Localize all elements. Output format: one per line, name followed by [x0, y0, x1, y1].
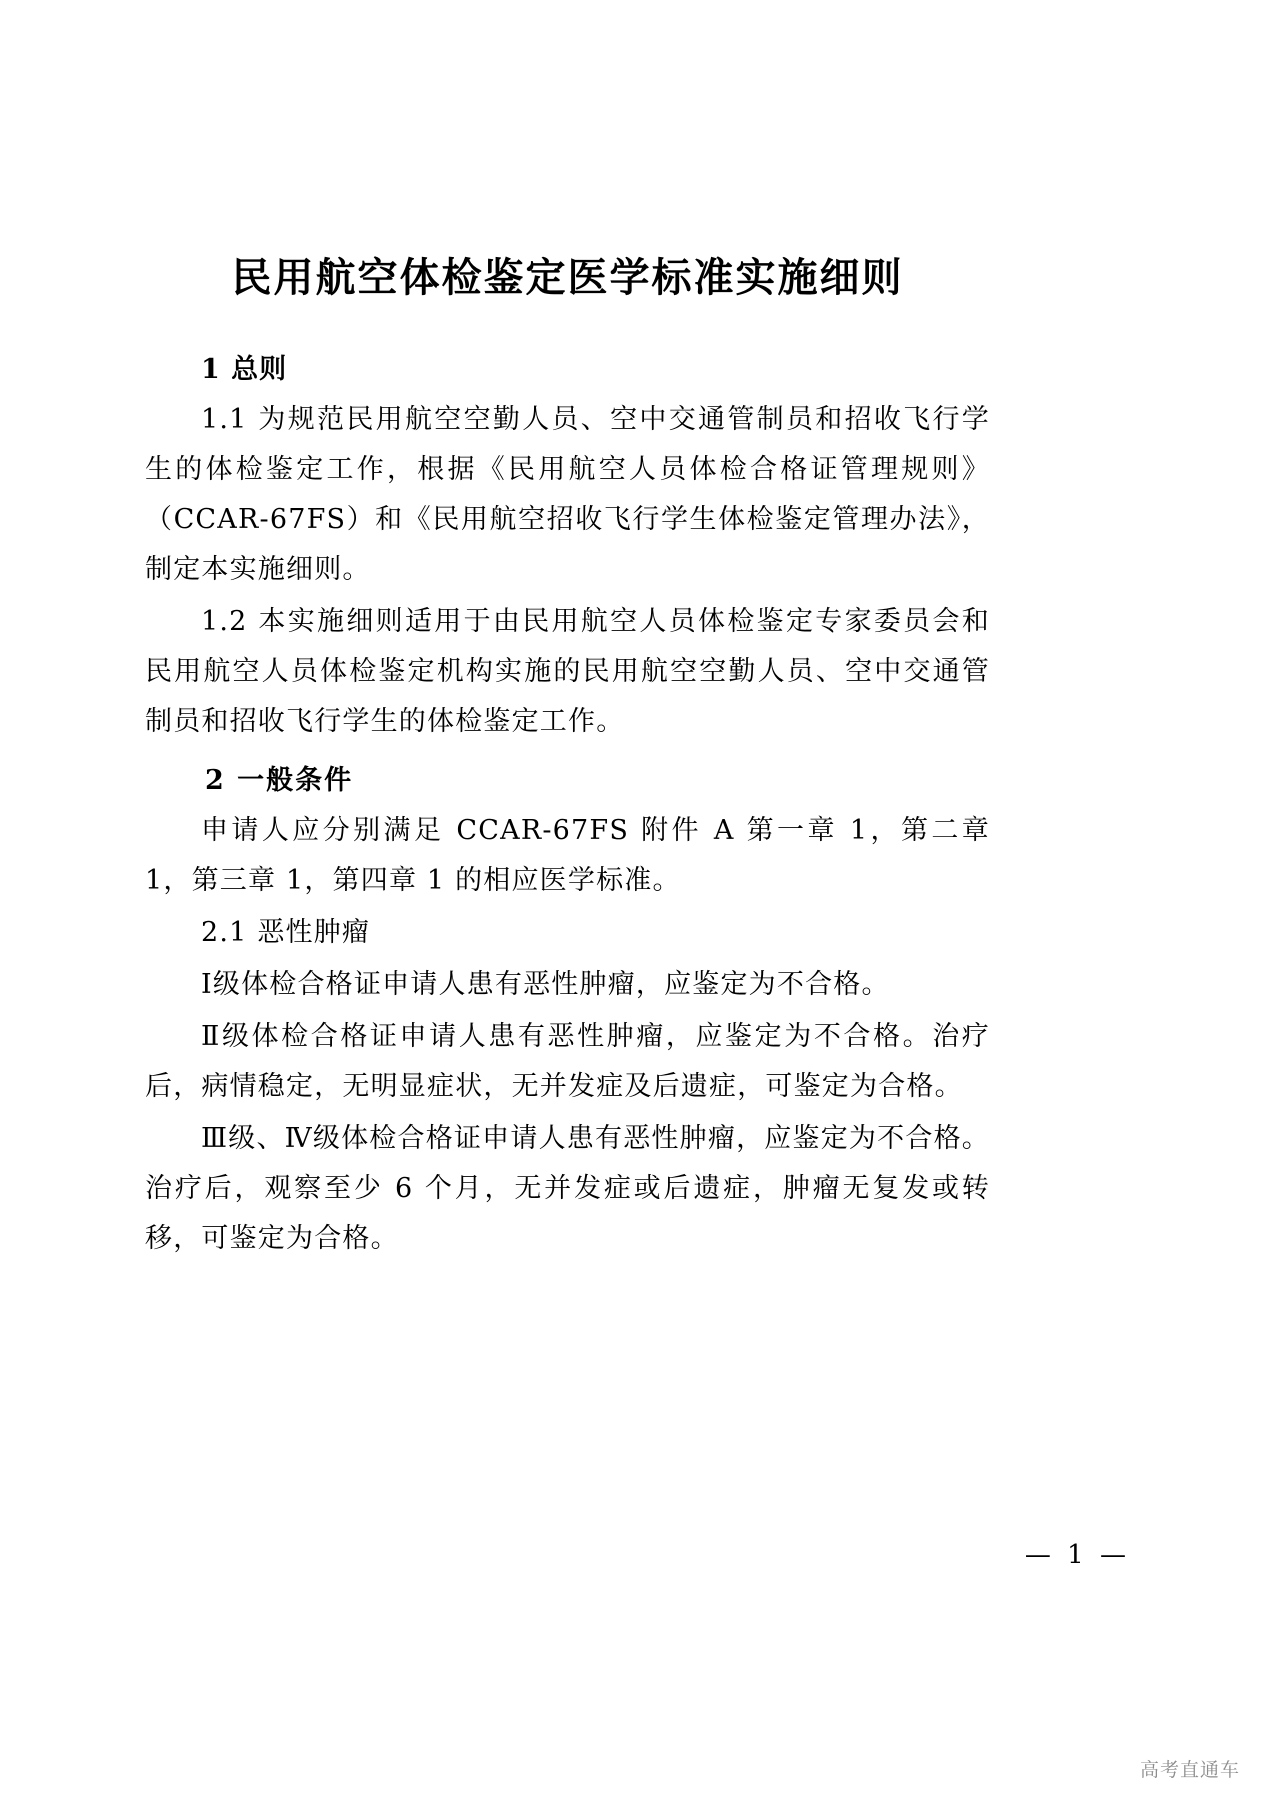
page-number: — 1 —	[1024, 1540, 1130, 1570]
paragraph-1-1: 1.1 为规范民用航空空勤人员、空中交通管制员和招收飞行学生的体检鉴定工作，根据《民用航空人员体检合格证管理规则》（CCAR-67FS）和《民用航空招收飞行学生体检鉴定管理办法》，制定本实施细则。	[145, 404, 990, 586]
page-title: 民用航空体检鉴定医学标准实施细则	[231, 254, 904, 301]
watermark: 高考直通车	[1139, 1759, 1240, 1781]
paragraph-2-1-a: Ⅰ级体检合格证申请人患有恶性肿瘤，应鉴定为不合格。	[201, 968, 890, 1000]
section-heading-1: 1 总则	[201, 354, 288, 385]
paragraph-2-intro: 申请人应分别满足 CCAR-67FS 附件 A 第一章 1，第二章 1，第三章 1，第四章 1 的相应医学标准。	[145, 815, 990, 896]
paragraph-1-2: 1.2 本实施细则适用于由民用航空人员体检鉴定专家委员会和民用航空人员体检鉴定机构实施的民用航空空勤人员、空中交通管制员和招收飞行学生的体检鉴定工作。	[145, 606, 990, 737]
subsection-heading-2-1: 2.1 恶性肿瘤	[201, 916, 371, 948]
paragraph-2-1-c: Ⅲ级、Ⅳ级体检合格证申请人患有恶性肿瘤，应鉴定为不合格。治疗后，观察至少 6 个月，无并发症或后遗症，肿瘤无复发或转移，可鉴定为合格。	[145, 1122, 990, 1254]
paragraph-2-1-b: Ⅱ级体检合格证申请人患有恶性肿瘤，应鉴定为不合格。治疗后，病情稳定，无明显症状，无并发症及后遗症，可鉴定为合格。	[145, 1020, 990, 1102]
document-body	[145, 250, 990, 1266]
section-heading-2: 2 一般条件	[205, 764, 354, 796]
